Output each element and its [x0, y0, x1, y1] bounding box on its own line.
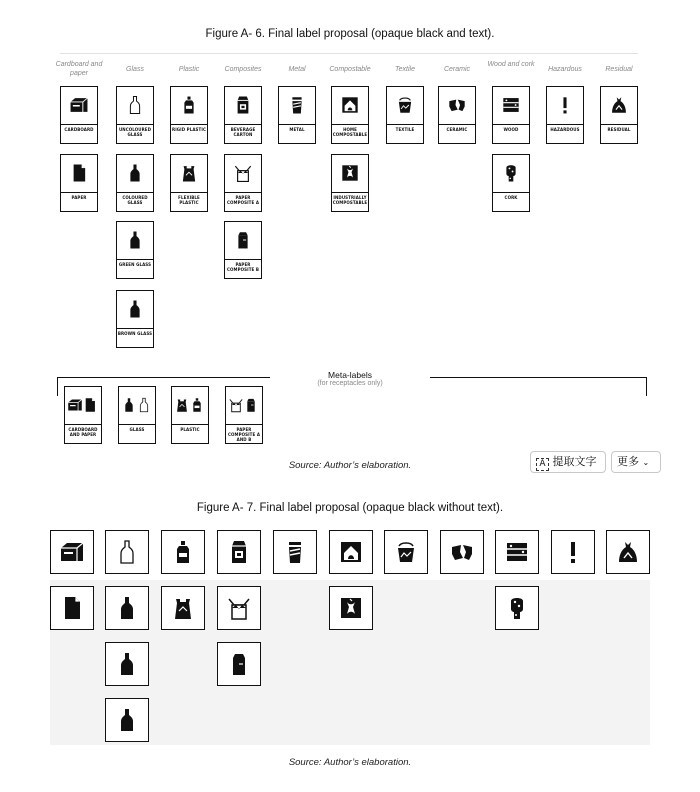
card-divider: [226, 424, 262, 425]
label-card-rigid-plastic: [170, 86, 208, 144]
card-divider: [61, 192, 97, 193]
can-icon: [282, 539, 308, 565]
box-icon: [69, 95, 89, 115]
bottle-icon: [125, 230, 145, 250]
label-card-green-glass: [116, 221, 154, 279]
icon-tile-4: [273, 530, 317, 574]
excl-icon: [560, 539, 586, 565]
label-card-ceramic: [438, 86, 476, 144]
chevron-down-icon: ⌄: [642, 458, 650, 467]
home-icon: [338, 539, 364, 565]
meta-label-card-2: [171, 386, 209, 444]
card-divider: [387, 124, 423, 125]
icon-tile-12: [105, 586, 149, 630]
openbox-icon: [233, 163, 253, 183]
meta-labels-subtitle: (for receptacles only): [317, 380, 383, 387]
bottle-icon: [114, 651, 140, 677]
card-label: RIGID PLASTIC: [172, 127, 206, 132]
bottle-o-icon: [125, 95, 145, 115]
card-divider: [61, 124, 97, 125]
card-divider: [493, 124, 529, 125]
label-card-flexible-plastic: [170, 154, 208, 212]
card-divider: [332, 124, 368, 125]
figure-6-source: Source: Author’s elaboration.: [288, 460, 412, 471]
icon-tile-14: [217, 586, 261, 630]
openbox-icon: [226, 595, 252, 621]
card-label: GREEN GLASS: [118, 262, 152, 267]
pack-icon: [226, 651, 252, 677]
category-header-4: Metal: [288, 66, 306, 73]
icon-tile-6: [384, 530, 428, 574]
category-header-3: Composites: [224, 66, 262, 73]
card-label: FLEXIBLE PLASTIC: [178, 195, 200, 205]
label-card-wood: [492, 86, 530, 144]
card-divider: [332, 192, 368, 193]
paper-icon: [82, 395, 98, 415]
trash-icon: [615, 539, 641, 565]
label-card-metal: [278, 86, 316, 144]
card-label: COLOURED GLASS: [122, 195, 148, 205]
bag-icon: [395, 95, 415, 115]
category-header-0: Cardboard and paper: [55, 61, 103, 77]
icon-tile-13: [161, 586, 205, 630]
card-divider: [171, 192, 207, 193]
label-card-paper-composite-a: [224, 154, 262, 212]
card-divider: [225, 124, 261, 125]
card-divider: [65, 424, 101, 425]
bottle-o-icon: [136, 395, 152, 415]
card-label: BEVERAGE CARTON: [230, 127, 256, 137]
carton-icon: [233, 95, 253, 115]
icon-tile-5: [329, 530, 373, 574]
ceramic-icon: [449, 539, 475, 565]
paper-icon: [69, 163, 89, 183]
card-label: HAZARDOUS: [550, 127, 580, 132]
apple-icon: [338, 595, 364, 621]
icon-tile-16: [495, 586, 539, 630]
more-label: 更多: [617, 455, 639, 468]
card-label: PAPER COMPOSITE B: [226, 262, 260, 272]
icon-tile-8: [495, 530, 539, 574]
icon-tile-15: [329, 586, 373, 630]
extract-text-button[interactable]: [530, 451, 606, 473]
icon-tile-2: [161, 530, 205, 574]
icon-tile-18: [217, 642, 261, 686]
card-label: WOOD: [503, 127, 519, 132]
card-divider: [117, 328, 153, 329]
label-card-uncoloured-glass: [116, 86, 154, 144]
category-header-5: Compostable: [329, 66, 371, 73]
label-card-brown-glass: [116, 290, 154, 348]
meta-label-card-3: [225, 386, 263, 444]
label-card-industrially-compostable: [331, 154, 369, 212]
excl-icon: [555, 95, 575, 115]
bottle-icon: [125, 163, 145, 183]
bottle-o-icon: [114, 539, 140, 565]
meta-labels-title: Meta-labels: [328, 370, 372, 380]
ceramic-icon: [447, 95, 467, 115]
cork-icon: [501, 163, 521, 183]
bottle-icon: [114, 595, 140, 621]
card-label: METAL: [289, 127, 305, 132]
card-divider: [117, 259, 153, 260]
card-label: INDUSTRIALLY COMPOSTABLE: [332, 195, 368, 205]
openbox-icon: [228, 395, 244, 415]
pbottle-icon: [189, 395, 205, 415]
icon-tile-3: [217, 530, 261, 574]
bottle-icon: [121, 395, 137, 415]
label-card-beverage-carton: [224, 86, 262, 144]
figure-7-title: Figure A- 7. Final label proposal (opaque black without text).: [196, 502, 504, 514]
category-header-9: Hazardous: [548, 66, 582, 73]
card-divider: [171, 124, 207, 125]
carton-icon: [226, 539, 252, 565]
bag-icon: [393, 539, 419, 565]
category-header-8: Wood and cork: [487, 61, 535, 68]
category-header-1: Glass: [126, 66, 144, 73]
card-label: CORK: [504, 195, 518, 200]
icon-tile-0: [50, 530, 94, 574]
pbottle-icon: [170, 539, 196, 565]
label-card-paper-composite-b: [224, 221, 262, 279]
bottle-icon: [114, 707, 140, 733]
pouch-icon: [179, 163, 199, 183]
icon-tile-11: [50, 586, 94, 630]
card-label: HOME COMPOSTABLE: [332, 127, 368, 137]
box-icon: [67, 395, 83, 415]
wood-icon: [504, 539, 530, 565]
pack-icon: [243, 395, 259, 415]
icon-tile-10: [606, 530, 650, 574]
card-divider: [119, 424, 155, 425]
icon-tile-9: [551, 530, 595, 574]
meta-label-card-1: [118, 386, 156, 444]
category-header-10: Residual: [605, 66, 633, 73]
card-divider: [439, 124, 475, 125]
category-header-7: Ceramic: [443, 66, 471, 73]
label-card-cardboard: [60, 86, 98, 144]
card-label: UNCOLOURED GLASS: [118, 127, 152, 137]
card-divider: [493, 192, 529, 193]
cork-icon: [504, 595, 530, 621]
card-divider: [547, 124, 583, 125]
label-card-textile: [386, 86, 424, 144]
bottle-icon: [125, 299, 145, 319]
card-label: CARDBOARD AND PAPER: [68, 427, 98, 437]
card-label: CARDBOARD: [64, 127, 94, 132]
category-header-6: Textile: [395, 66, 415, 73]
home-icon: [340, 95, 360, 115]
can-icon: [287, 95, 307, 115]
icon-tile-19: [105, 698, 149, 742]
card-divider: [225, 192, 261, 193]
pack-icon: [233, 230, 253, 250]
wood-icon: [501, 95, 521, 115]
paper-icon: [59, 595, 85, 621]
label-card-coloured-glass: [116, 154, 154, 212]
card-label: RESIDUAL: [607, 127, 631, 132]
header-divider: [60, 53, 638, 54]
extract-text-label: 提取文字: [552, 455, 597, 468]
box-icon: [59, 539, 85, 565]
label-card-home-compostable: [331, 86, 369, 144]
card-divider: [172, 424, 208, 425]
label-card-paper: [60, 154, 98, 212]
trash-icon: [609, 95, 629, 115]
card-label: PAPER: [71, 195, 87, 200]
icon-tile-1: [105, 530, 149, 574]
more-button[interactable]: [611, 451, 661, 473]
card-divider: [601, 124, 637, 125]
card-divider: [225, 259, 261, 260]
icon-tile-7: [440, 530, 484, 574]
text-scan-icon: A: [536, 458, 549, 471]
label-card-residual: [600, 86, 638, 144]
card-divider: [117, 192, 153, 193]
card-divider: [279, 124, 315, 125]
figure-7-source: Source: Author’s elaboration.: [288, 757, 412, 768]
label-card-hazardous: [546, 86, 584, 144]
meta-label-card-0: [64, 386, 102, 444]
category-header-2: Plastic: [178, 66, 200, 73]
apple-icon: [340, 163, 360, 183]
pbottle-icon: [179, 95, 199, 115]
card-label: PAPER COMPOSITE A: [226, 195, 260, 205]
card-label: PAPER COMPOSITE A AND B: [227, 427, 261, 442]
card-label: GLASS: [129, 427, 145, 432]
label-card-cork: [492, 154, 530, 212]
card-label: TEXTILE: [395, 127, 415, 132]
icon-tile-17: [105, 642, 149, 686]
figure-6-title: Figure A- 6. Final label proposal (opaque black and text).: [205, 28, 495, 40]
pouch-icon: [170, 595, 196, 621]
card-label: CERAMIC: [446, 127, 468, 132]
card-label: PLASTIC: [180, 427, 200, 432]
pouch-icon: [174, 395, 190, 415]
card-label: BROWN GLASS: [117, 331, 153, 336]
card-divider: [117, 124, 153, 125]
